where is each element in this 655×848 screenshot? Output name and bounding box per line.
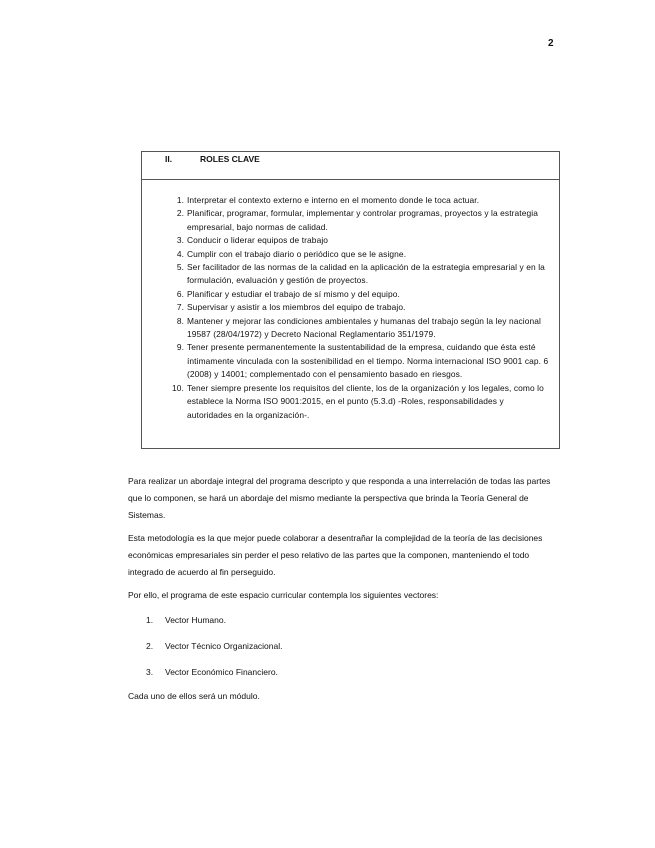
list-item-number: 2. <box>146 641 154 651</box>
list-item <box>142 207 559 234</box>
list-item <box>128 664 283 690</box>
list-item-text: Tener presente permanentemente la sustentabilidad de la empresa, cuidando que ésta esté íntimamente vinculada con la sostenibilidad en el tiempo. Norma internacional ISO 9001 cap. 6 (2008) y 14001; complementado con el pensamiento basado en riesgos. <box>187 342 549 380</box>
paragraph-integral-approach: Para realizar un abordaje integral del programa descripto y que responda a una interrelación de todas las partes que lo componen, se hará un abordaje del mismo mediante la perspectiva que brinda la Teoría General de Sistemas. <box>128 476 551 520</box>
list-item <box>142 261 559 288</box>
list-item-text: Cumplir con el trabajo diario o periódico que se le asigne. <box>187 248 407 259</box>
list-item <box>142 248 559 261</box>
list-item-number: 2. <box>176 208 184 219</box>
section-title: ROLES CLAVE <box>200 154 260 164</box>
list-item-number: 3. <box>146 667 154 677</box>
list-item-number: 4. <box>176 248 184 259</box>
list-item-number: 6. <box>176 288 184 299</box>
list-item <box>142 341 559 381</box>
roles-box <box>141 151 560 449</box>
vectors-list <box>128 612 283 690</box>
list-item <box>142 288 559 301</box>
list-item-text: Supervisar y asistir a los miembros del equipo de trabajo. <box>187 302 406 313</box>
list-item-number: 9. <box>176 342 184 353</box>
list-item-number: 7. <box>176 302 184 313</box>
paragraph-methodology: Esta metodología es la que mejor puede colaborar a desentrañar la complejidad de la teoría de las decisiones económicas empresariales sin perder el peso relativo de las partes que la componen, manteniendo el todo integrado de acuerdo al fin perseguido. <box>128 533 543 577</box>
list-item-text: Conducir o liderar equipos de trabajo <box>187 235 329 246</box>
list-item <box>142 382 559 422</box>
list-item-text: Ser facilitador de las normas de la calidad en la aplicación de la estrategia empresarial y en la formulación, evaluación y gestión de proyectos. <box>187 262 545 286</box>
list-item <box>128 638 283 664</box>
list-item <box>142 194 559 207</box>
list-item-text: Mantener y mejorar las condiciones ambientales y humanas del trabajo según la ley nacional 19587 (28/04/1972) y Decreto Nacional Reglamentario 351/1979. <box>187 315 541 340</box>
paragraph-modules: Cada uno de ellos será un módulo. <box>128 691 260 701</box>
list-item-number: 3. <box>176 235 184 246</box>
list-item-number: 1. <box>146 615 154 625</box>
list-item <box>128 612 283 638</box>
paragraph-vectors-intro: Por ello, el programa de este espacio curricular contempla los siguientes vectores: <box>128 590 439 600</box>
section-number: II. <box>165 154 173 164</box>
roles-list <box>142 194 559 422</box>
list-item-text: Planificar, programar, formular, implementar y controlar programas, proyectos y la estrategia empresarial, bajo normas de calidad. <box>187 208 538 232</box>
roles-header <box>142 152 559 180</box>
list-item-text: Vector Técnico Organizacional. <box>165 641 283 651</box>
list-item-text: Vector Humano. <box>165 615 226 625</box>
list-item <box>142 234 559 247</box>
list-item-text: Planificar y estudiar el trabajo de sí mismo y del equipo. <box>187 288 400 299</box>
list-item <box>142 315 559 342</box>
list-item-number: 5. <box>176 262 184 273</box>
list-item-text: Vector Económico Financiero. <box>165 667 278 677</box>
list-item-text: Interpretar el contexto externo e interno en el momento donde le toca actuar. <box>187 195 480 205</box>
list-item <box>142 301 559 314</box>
list-item-number: 8. <box>176 315 184 326</box>
list-item-number: 10. <box>172 382 184 393</box>
page-number: 2 <box>548 38 554 49</box>
list-item-text: Tener siempre presente los requisitos del cliente, los de la organización y los legales, como lo establece la Norma ISO 9001:2015, en el punto (5.3.d) -Roles, responsabilidades y autoridades en la organización-. <box>187 382 544 420</box>
list-item-number: 1. <box>176 195 184 205</box>
